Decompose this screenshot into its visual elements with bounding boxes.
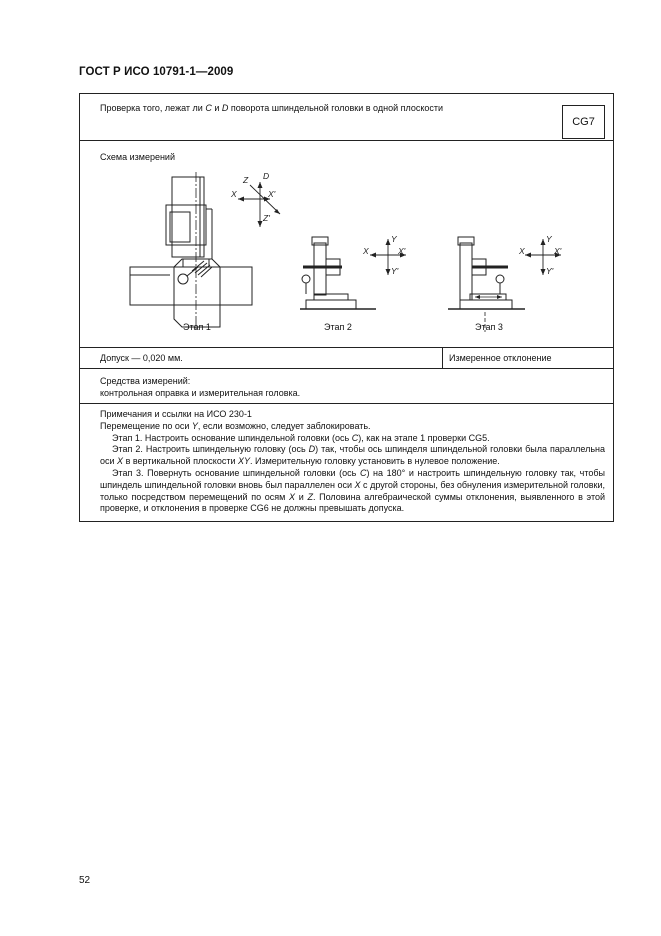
axis-x: X: [231, 189, 237, 199]
axis-x-prime: X': [268, 189, 276, 199]
axis-y-prime: Y': [546, 266, 554, 276]
notes-stage3: Этап 3. Повернуть основание шпиндельной головки (ось C) на 180° и настроить шпиндельную головку так, чтобы шпиндель шпиндельной головки вновь был параллелен оси X с другой стороны, без обнуления измерительной головки, только посредством перемещений по осям X и Z. Половина алгебраической суммы отклонения, выявленного в этой проверке, и отклонения в проверке CG6 не должны превышать допуска.: [100, 467, 605, 514]
check-table: [79, 93, 614, 522]
axis-y: Y: [391, 234, 397, 244]
axis-y-prime: Y': [391, 266, 399, 276]
notes-title: Примечания и ссылки на ИСО 230-1: [100, 409, 252, 419]
divider: [80, 140, 613, 141]
measurement-diagram: [120, 167, 620, 337]
axis-z-prime: Z': [263, 213, 270, 223]
divider: [80, 368, 613, 369]
notes-stage2: Этап 2. Настроить шпиндельную головку (ось D) так, чтобы ось шпинделя шпиндельной головки была параллельна оси X в вертикальной плоскости XY. Измерительную головку установить в нулевое положение.: [100, 444, 606, 467]
divider: [442, 347, 443, 368]
measured-deviation-label: Измеренное отклонение: [449, 353, 552, 363]
stage-label: Этап 2: [324, 322, 352, 332]
check-code: CG7: [562, 105, 605, 139]
axis-x: X: [363, 246, 369, 256]
notes-block: [100, 409, 605, 515]
stage3-machine: [448, 237, 525, 332]
axis-x-prime: X': [398, 246, 406, 256]
stage-label: Этап 3: [475, 322, 503, 332]
notes-stage1: Этап 1. Настроить основание шпиндельной головки (ось C), как на этапе 1 проверки CG5.: [112, 432, 490, 443]
axis-x: X: [519, 246, 525, 256]
measuring-means: [100, 375, 300, 399]
document-header: ГОСТ Р ИСО 10791-1—2009: [79, 66, 234, 78]
notes-line: Перемещение по оси Y, если возможно, следует заблокировать.: [100, 420, 371, 431]
axis-y: Y: [546, 234, 552, 244]
means-text: контрольная оправка и измерительная головка.: [100, 388, 301, 398]
divider: [80, 347, 613, 348]
scheme-label: Схема измерений: [100, 152, 175, 162]
tolerance-label: Допуск — 0,020 мм.: [100, 353, 183, 363]
axis-z: Z: [243, 175, 249, 185]
stage-label: Этап 1: [183, 322, 211, 332]
axis-x-prime: X': [554, 246, 562, 256]
divider: [80, 403, 613, 404]
axis-d: D: [263, 171, 270, 181]
means-title: Средства измерений:: [100, 376, 191, 386]
check-title: Проверка того, лежат ли C и D поворота шпиндельной головки в одной плоскости: [100, 103, 444, 113]
page-number: 52: [79, 875, 91, 886]
